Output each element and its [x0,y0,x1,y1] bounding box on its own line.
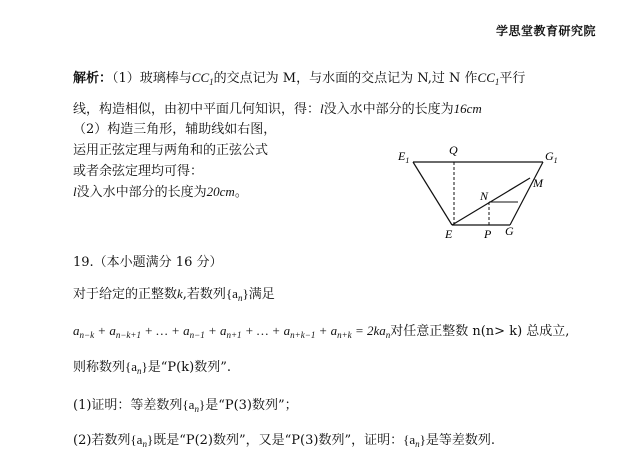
seq-an: $\{a_n\}$ [225,286,249,303]
formula: $a_{n-k} + a_{n-k+1}$ + … + $a_{n-1} + a_{n+1}$ + … + $a_{n+k-1} + a_{n+k} = 2ka_n$ [73,323,391,340]
analysis-line-5: 或者余弦定理均可得： [73,164,204,179]
analysis-l1-c: 平行 [499,71,526,86]
formula-tail: 对任意正整数 n(n> k) 总成立, [390,324,570,339]
seq-an-3: $\{a_n\}$ [182,397,206,414]
problem-19-formula [73,320,569,340]
analysis-line-4: 运用正弦定理与两角和的正弦公式 [73,143,269,158]
cc1-symbol: $CC_1$ [191,70,214,87]
problem-19-part-1: (1)证明：等差数列$\{a_n\}$是“P(3)数列”； [73,397,298,414]
analysis-line-6 [73,181,248,200]
analysis-l2-a: 线，构造相似，由初中平面几何知识，得： [73,102,321,117]
analysis-line-2 [73,98,482,117]
analysis-l6-b: 没入水中部分的长度为 [76,185,207,200]
problem-19-title: 19.（本小题满分 16 分） [73,255,223,270]
label-n: N [480,189,489,203]
label-g: G [505,224,514,238]
l-var-2: l [73,184,77,199]
cc1-symbol-2: $CC_1$ [477,70,500,87]
label-e: E [445,227,453,240]
header-org: 学思堂教育研究院 [495,24,596,38]
problem-19-part-2: (2)若数列$\{a_n\}$既是“P(2)数列”，又是“P(3)数列”，证明：$\{a_n\}$是等差数列. [73,432,496,449]
length-20cm: 20cm [206,184,235,199]
problem-19-definition: 则称数列$\{a_n\}$是“P(k)数列”. [73,359,231,376]
length-16cm: 16cm [453,101,482,116]
seq-an-5: $\{a_n\}$ [403,432,426,449]
right-edge-g1g [510,162,543,225]
analysis-label: 解析： [73,71,113,86]
label-q: Q [449,143,458,157]
analysis-line-3: （2）构造三角形，辅助线如右图， [73,122,277,137]
problem-19-given: 对于给定的正整数k,若数列$\{a_n\}$满足 [73,286,275,303]
trapezoid-figure [395,140,575,240]
label-e1: $E_1$ [398,149,410,165]
analysis-line-1 [73,67,525,87]
analysis-l6-end: 。 [234,185,248,200]
analysis-l1-b: 的交点记为 M，与水面的交点记为 N,过 N 作 [213,71,478,86]
analysis-l1-a: （1）玻璃棒与 [112,71,192,86]
left-edge-e1e [413,162,452,225]
label-p: P [484,227,492,240]
l-var: l [320,101,324,116]
seq-an-2: $\{a_n\}$ [125,359,148,376]
seq-an-4: $\{a_n\}$ [130,432,154,449]
label-g1: $G_1$ [545,149,558,165]
k-var: k [177,286,183,301]
analysis-l2-b: 没入水中部分的长度为 [323,102,454,117]
label-m: M [533,176,543,190]
